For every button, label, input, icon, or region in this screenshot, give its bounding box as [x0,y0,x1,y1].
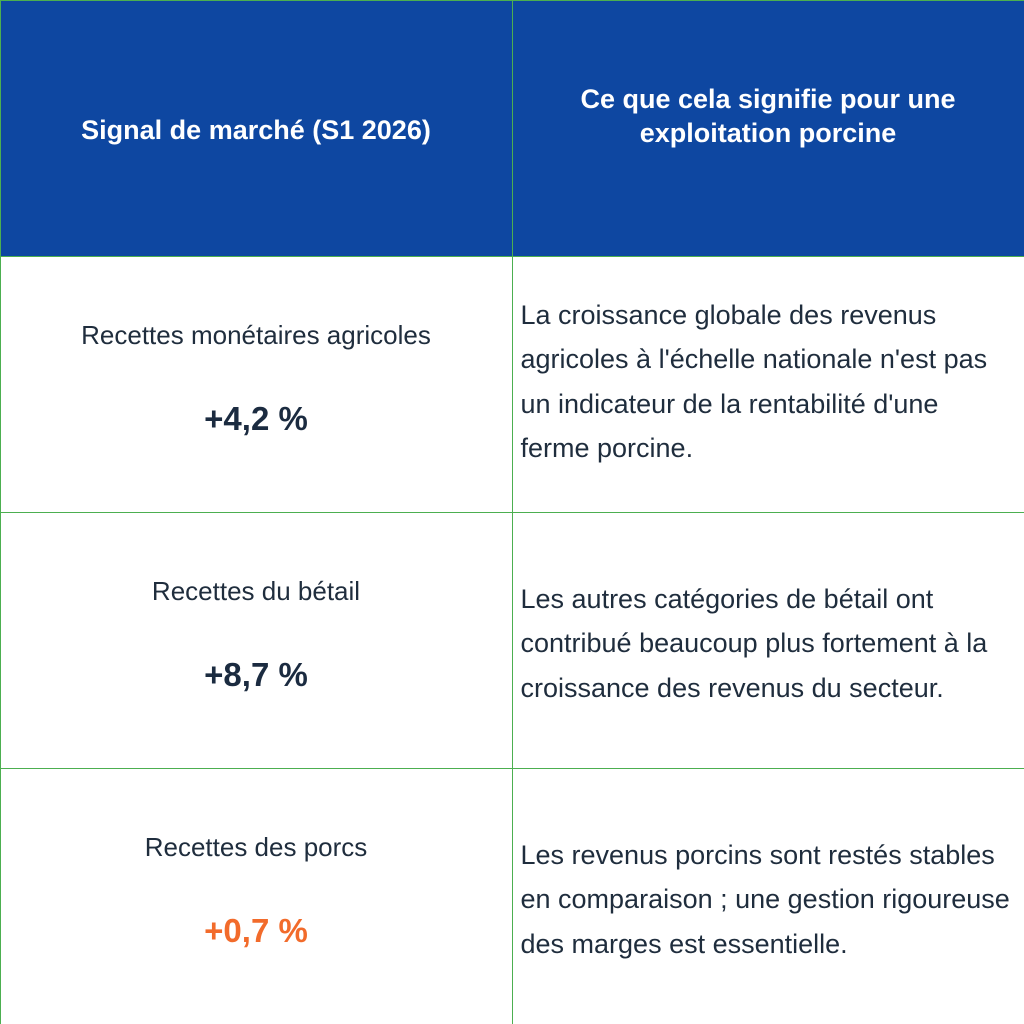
description-cell: Les revenus porcins sont restés stables en comparaison ; une gestion rigoureuse des marges est essentielle. [512,768,1024,1024]
metric-label: Recettes monétaires agricoles [81,319,431,350]
metric-cell-farm-receipts [0,256,513,513]
metric-value: +4,2 % [204,399,308,437]
metric-value-highlight: +0,7 % [204,911,308,949]
metric-cell-livestock-receipts [0,512,513,769]
metric-value: +8,7 % [204,655,308,693]
metric-label: Recettes des porcs [144,831,368,862]
metric-cell-hog-receipts [0,768,513,1024]
description-cell: La croissance globale des revenus agricoles à l'échelle nationale n'est pas un indicateur de la rentabilité d'une ferme porcine. [512,256,1024,513]
column-header-market-signal: Signal de marché (S1 2026) [0,0,513,257]
column-header-meaning: Ce que cela signifie pour une exploitation porcine [512,0,1024,257]
description-cell: Les autres catégories de bétail ont contribué beaucoup plus fortement à la croissance des revenus du secteur. [512,512,1024,769]
metric-label: Recettes du bétail [151,575,361,606]
